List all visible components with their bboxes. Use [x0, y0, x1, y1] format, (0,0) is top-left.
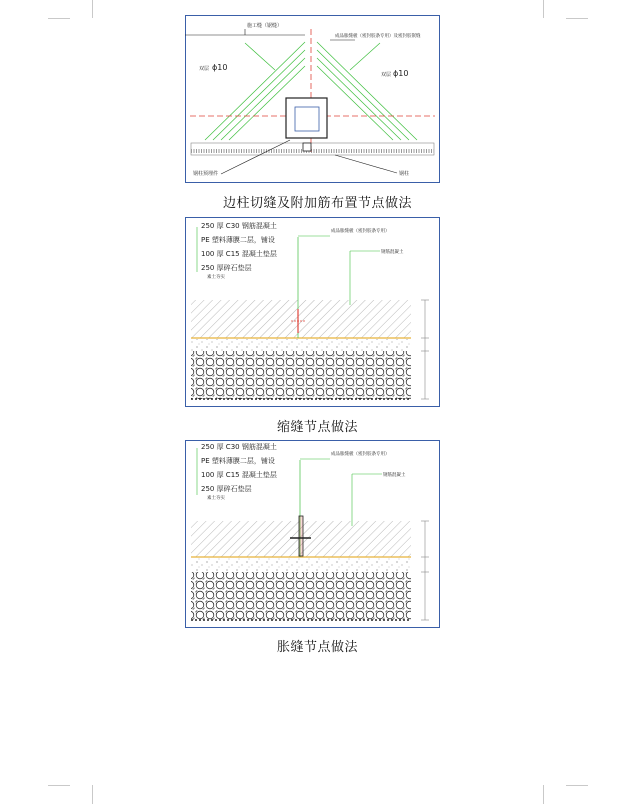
caption-column-joint: 边柱切缝及附加筋布置节点做法	[222, 196, 412, 211]
corner-mark-top-left	[70, 0, 93, 18]
caption-expansion-joint: 胀缝节点做法	[276, 640, 358, 655]
label-column-embed: 钢柱预埋件	[193, 171, 219, 177]
contraction-joint-drawing	[185, 217, 440, 407]
layer-2: PE 塑料薄膜二层，铺设	[201, 457, 275, 465]
label-rebar-right-prefix: 双层	[381, 72, 392, 78]
corner-line-top-left	[48, 18, 70, 19]
layer-1: 250 厚 C30 钢筋混凝土	[201, 443, 277, 451]
layer-4: 250 厚碎石垫层	[201, 485, 252, 493]
layer-4: 250 厚碎石垫层	[201, 264, 252, 272]
layer-5: 素土夯实	[207, 496, 225, 501]
label-rebar-right: ϕ10	[393, 69, 409, 78]
caption-contraction-joint: 缩缝节点做法	[276, 420, 358, 435]
figure-column-joint	[185, 15, 440, 183]
column-joint-drawing	[185, 15, 440, 183]
label-rebar-left-prefix: 双层	[199, 66, 210, 72]
label-construction-joint: 施工缝（锯缝）	[247, 23, 283, 29]
label-steel-column: 钢柱	[399, 171, 410, 177]
corner-line-bottom-right	[566, 785, 588, 786]
corner-mark-bottom-right	[543, 785, 566, 804]
callout-concrete: 钢筋混凝土	[381, 250, 404, 255]
figure-expansion-joint	[185, 440, 440, 628]
layer-3: 100 厚 C15 混凝土垫层	[201, 250, 277, 258]
corner-mark-bottom-left	[70, 785, 93, 804]
callout-expansion-board: 成品胀缝板（密封胶条专用）	[331, 452, 390, 457]
layer-3: 100 厚 C15 混凝土垫层	[201, 471, 277, 479]
corner-line-top-right	[566, 18, 588, 19]
layer-1: 250 厚 C30 钢筋混凝土	[201, 222, 277, 230]
figure-contraction-joint	[185, 217, 440, 407]
corner-line-bottom-left	[48, 785, 70, 786]
callout-expansion-board: 成品胀缝板（密封胶条专用）	[331, 229, 390, 234]
expansion-joint-drawing	[185, 440, 440, 628]
layer-2: PE 塑料薄膜二层，铺设	[201, 236, 275, 244]
corner-mark-top-right	[543, 0, 566, 18]
layer-5: 素土夯实	[207, 275, 225, 280]
callout-concrete: 钢筋混凝土	[383, 473, 406, 478]
label-expansion-board: 成品胀缝板（密封胶条专用）及密封胶嵌缝	[335, 34, 421, 39]
label-rebar-left: ϕ10	[212, 63, 228, 72]
